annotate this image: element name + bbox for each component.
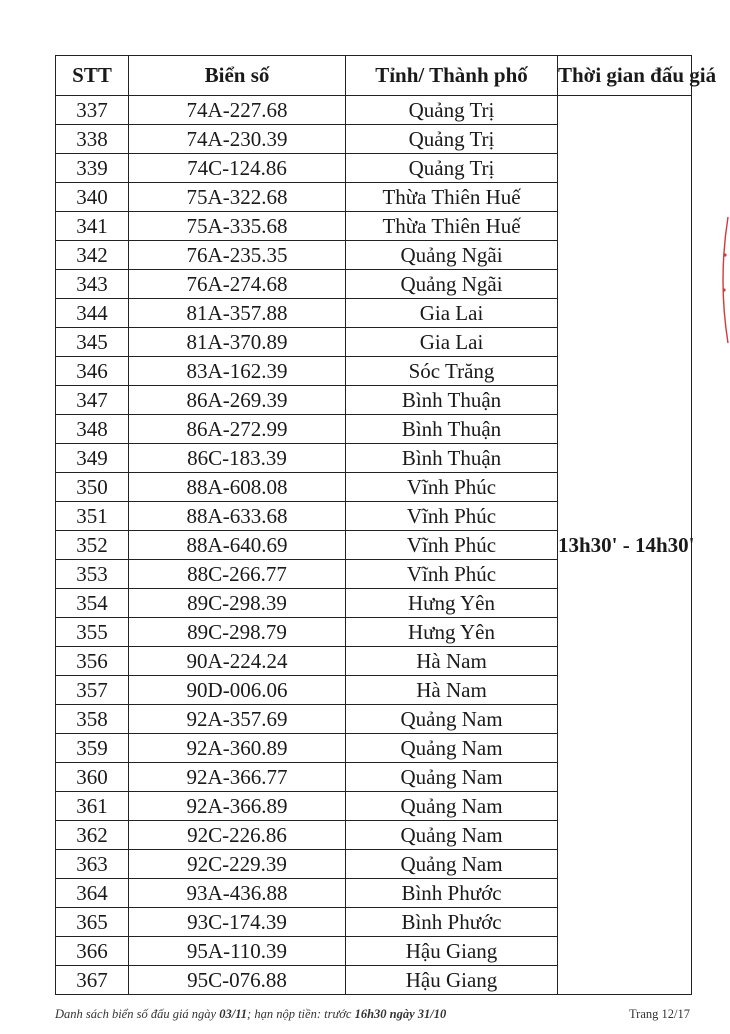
row-plate: 74A-230.39 — [129, 125, 346, 154]
row-province: Bình Phước — [346, 879, 558, 908]
row-stt: 356 — [56, 647, 129, 676]
row-stt: 352 — [56, 531, 129, 560]
row-plate: 92A-366.89 — [129, 792, 346, 821]
row-plate: 81A-357.88 — [129, 299, 346, 328]
row-stt: 342 — [56, 241, 129, 270]
row-province: Quảng Nam — [346, 792, 558, 821]
table-row — [56, 96, 692, 125]
red-stamp-fragment — [716, 215, 730, 345]
row-province: Quảng Nam — [346, 763, 558, 792]
row-stt: 345 — [56, 328, 129, 357]
table-header-row — [56, 56, 692, 96]
row-plate: 86A-269.39 — [129, 386, 346, 415]
row-stt: 350 — [56, 473, 129, 502]
row-province: Vĩnh Phúc — [346, 560, 558, 589]
row-province: Thừa Thiên Huế — [346, 212, 558, 241]
auction-time-slot: 13h30' - 14h30' — [558, 96, 692, 995]
row-province: Hưng Yên — [346, 589, 558, 618]
row-province: Quảng Trị — [346, 154, 558, 183]
row-stt: 353 — [56, 560, 129, 589]
row-plate: 92A-366.77 — [129, 763, 346, 792]
row-province: Vĩnh Phúc — [346, 473, 558, 502]
row-province: Vĩnh Phúc — [346, 531, 558, 560]
row-plate: 83A-162.39 — [129, 357, 346, 386]
row-stt: 360 — [56, 763, 129, 792]
row-province: Gia Lai — [346, 299, 558, 328]
row-stt: 338 — [56, 125, 129, 154]
row-plate: 74C-124.86 — [129, 154, 346, 183]
row-plate: 92C-229.39 — [129, 850, 346, 879]
row-plate: 92A-360.89 — [129, 734, 346, 763]
row-plate: 95A-110.39 — [129, 937, 346, 966]
footer-auction-date: 03/11 — [219, 1007, 248, 1021]
row-province: Hậu Giang — [346, 937, 558, 966]
row-stt: 358 — [56, 705, 129, 734]
row-stt: 366 — [56, 937, 129, 966]
row-province: Bình Thuận — [346, 444, 558, 473]
row-plate: 89C-298.39 — [129, 589, 346, 618]
row-stt: 349 — [56, 444, 129, 473]
row-province: Bình Thuận — [346, 386, 558, 415]
row-stt: 367 — [56, 966, 129, 995]
row-province: Bình Phước — [346, 908, 558, 937]
row-province: Bình Thuận — [346, 415, 558, 444]
row-stt: 340 — [56, 183, 129, 212]
row-province: Hà Nam — [346, 647, 558, 676]
row-stt: 355 — [56, 618, 129, 647]
row-plate: 86C-183.39 — [129, 444, 346, 473]
row-plate: 81A-370.89 — [129, 328, 346, 357]
row-stt: 363 — [56, 850, 129, 879]
row-stt: 354 — [56, 589, 129, 618]
row-plate: 76A-235.35 — [129, 241, 346, 270]
row-plate: 95C-076.88 — [129, 966, 346, 995]
row-plate: 88C-266.77 — [129, 560, 346, 589]
row-province: Quảng Nam — [346, 821, 558, 850]
row-province: Thừa Thiên Huế — [346, 183, 558, 212]
row-plate: 93C-174.39 — [129, 908, 346, 937]
row-stt: 337 — [56, 96, 129, 125]
footer-note — [55, 1007, 446, 1022]
row-plate: 74A-227.68 — [129, 96, 346, 125]
row-plate: 92A-357.69 — [129, 705, 346, 734]
row-plate: 76A-274.68 — [129, 270, 346, 299]
row-province: Quảng Ngãi — [346, 241, 558, 270]
row-plate: 89C-298.79 — [129, 618, 346, 647]
row-province: Vĩnh Phúc — [346, 502, 558, 531]
row-stt: 341 — [56, 212, 129, 241]
row-province: Quảng Nam — [346, 734, 558, 763]
row-plate: 90D-006.06 — [129, 676, 346, 705]
row-plate: 88A-633.68 — [129, 502, 346, 531]
row-plate: 90A-224.24 — [129, 647, 346, 676]
row-stt: 359 — [56, 734, 129, 763]
row-province: Quảng Nam — [346, 850, 558, 879]
row-plate: 93A-436.88 — [129, 879, 346, 908]
row-stt: 344 — [56, 299, 129, 328]
row-plate: 75A-335.68 — [129, 212, 346, 241]
row-province: Gia Lai — [346, 328, 558, 357]
footer-middle: ; hạn nộp tiền: trước — [247, 1007, 355, 1021]
row-province: Hậu Giang — [346, 966, 558, 995]
row-stt: 357 — [56, 676, 129, 705]
row-plate: 88A-640.69 — [129, 531, 346, 560]
header-plate: Biển số — [129, 56, 346, 96]
footer-prefix: Danh sách biển số đấu giá ngày — [55, 1007, 220, 1021]
header-stt: STT — [56, 56, 129, 96]
row-stt: 343 — [56, 270, 129, 299]
row-stt: 361 — [56, 792, 129, 821]
row-province: Quảng Trị — [346, 96, 558, 125]
row-stt: 348 — [56, 415, 129, 444]
row-stt: 365 — [56, 908, 129, 937]
header-auction-time: Thời gian đấu giá — [558, 56, 692, 96]
row-plate: 88A-608.08 — [129, 473, 346, 502]
row-province: Quảng Nam — [346, 705, 558, 734]
row-stt: 339 — [56, 154, 129, 183]
row-province: Quảng Trị — [346, 125, 558, 154]
row-stt: 346 — [56, 357, 129, 386]
header-province: Tỉnh/ Thành phố — [346, 56, 558, 96]
row-province: Hưng Yên — [346, 618, 558, 647]
row-stt: 351 — [56, 502, 129, 531]
footer-payment-deadline: 16h30 ngày 31/10 — [354, 1007, 447, 1021]
row-stt: 362 — [56, 821, 129, 850]
table-body — [56, 96, 695, 995]
row-plate: 86A-272.99 — [129, 415, 346, 444]
license-plate-table — [55, 55, 717, 995]
row-plate: 92C-226.86 — [129, 821, 346, 850]
row-province: Quảng Ngãi — [346, 270, 558, 299]
row-stt: 364 — [56, 879, 129, 908]
page-number: Trang 12/17 — [628, 1007, 690, 1021]
row-province: Sóc Trăng — [346, 357, 558, 386]
row-province: Hà Nam — [346, 676, 558, 705]
row-plate: 75A-322.68 — [129, 183, 346, 212]
row-stt: 347 — [56, 386, 129, 415]
